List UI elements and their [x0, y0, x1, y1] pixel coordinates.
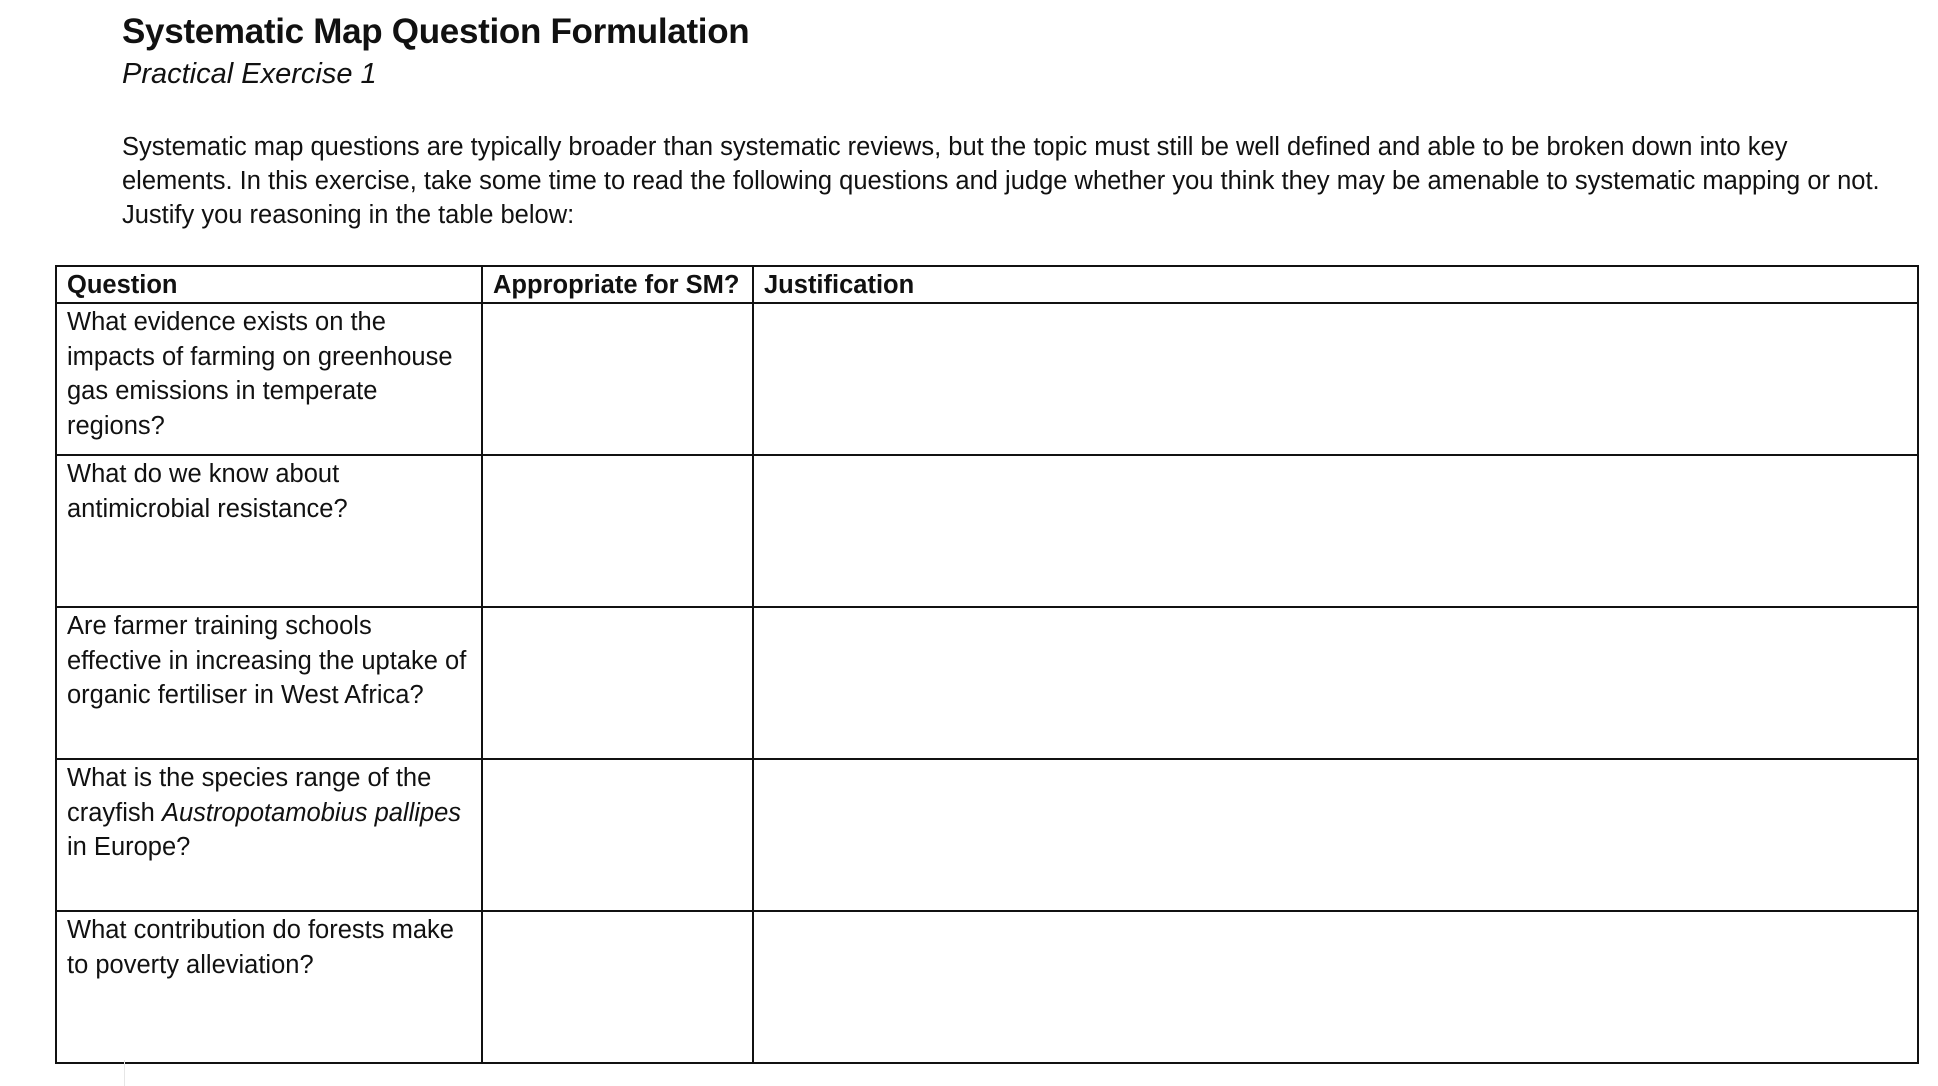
header-justification: Justification	[753, 266, 1918, 303]
question-cell: What evidence exists on the impacts of farming on greenhouse gas emissions in temperate regions?	[56, 303, 482, 455]
document-subtitle: Practical Exercise 1	[122, 58, 377, 90]
appropriate-cell[interactable]	[482, 911, 753, 1063]
table-row	[56, 607, 1918, 759]
question-cell: Are farmer training schools effective in increasing the uptake of organic fertiliser in West Africa?	[56, 607, 482, 759]
table-row	[56, 759, 1918, 911]
header-appropriate-for-sm: Appropriate for SM?	[482, 266, 753, 303]
question-cell: What do we know about antimicrobial resistance?	[56, 455, 482, 607]
justification-cell[interactable]	[753, 303, 1918, 455]
page-margin-line	[124, 1060, 125, 1086]
table-header-row	[56, 266, 1918, 303]
appropriate-cell[interactable]	[482, 455, 753, 607]
question-cell: What contribution do forests make to poverty alleviation?	[56, 911, 482, 1063]
table-row	[56, 455, 1918, 607]
table-row	[56, 911, 1918, 1063]
justification-cell[interactable]	[753, 455, 1918, 607]
question-cell	[56, 759, 482, 911]
justification-cell[interactable]	[753, 911, 1918, 1063]
justification-cell[interactable]	[753, 607, 1918, 759]
question-table	[55, 265, 1919, 1064]
appropriate-cell[interactable]	[482, 759, 753, 911]
appropriate-cell[interactable]	[482, 303, 753, 455]
intro-paragraph: Systematic map questions are typically broader than systematic reviews, but the topic must still be well defined and able to be broken down into key elements. In this exercise, take some time to read the following questions and judge whether you think they may be amenable to systematic mapping or not. Justify you reasoning in the table below:	[122, 133, 1880, 229]
table-row	[56, 303, 1918, 455]
header-question: Question	[56, 266, 482, 303]
question-text: What is the species range of the crayfish	[67, 764, 432, 827]
document-title: Systematic Map Question Formulation	[122, 12, 750, 51]
appropriate-cell[interactable]	[482, 607, 753, 759]
species-name: Austropotamobius pallipes	[161, 798, 462, 827]
question-text: in Europe?	[67, 833, 191, 861]
justification-cell[interactable]	[753, 759, 1918, 911]
